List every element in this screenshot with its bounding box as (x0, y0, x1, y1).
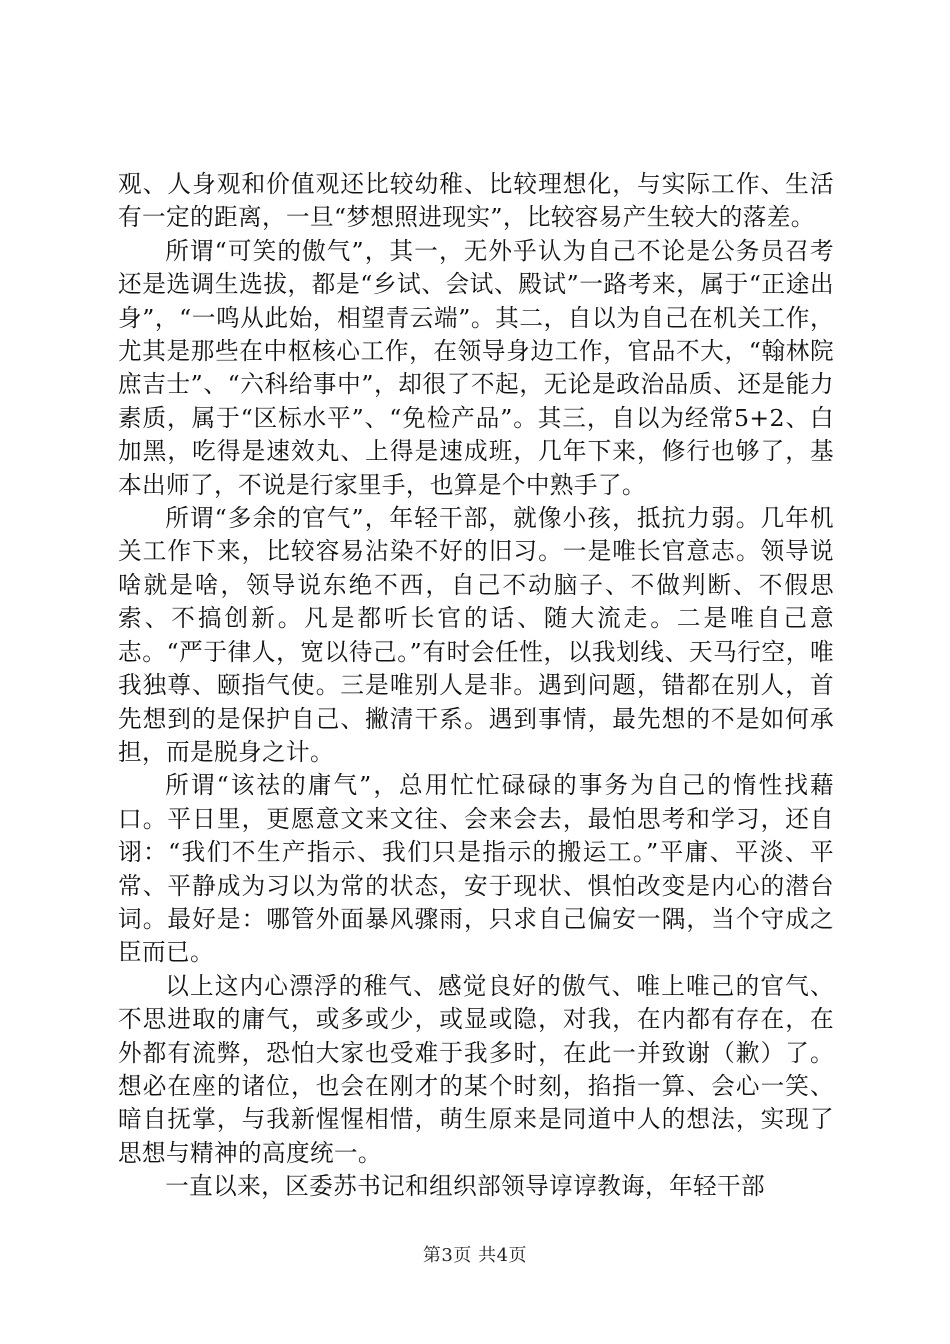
paragraph-arrogance: 所谓“可笑的傲气”，其一，无外乎认为自己不论是公务员召考还是选调生选拔，都是“乡试、会试、殿试”一路考来，属于“正途出身”，“一鸣从此始，相望青云端”。其二，自以为自己在机关工作，尤其是那些在中枢核心工作，在领导身边工作，官品不大，“翰林院庶吉士”、“六科给事中”，却很了不起，无论是政治品质、还是能力素质，属于“区标水平”、“免检产品”。其三，自以为经常5+2、白加黑，吃得是速效丸、上得是速成班，几年下来，修行也够了，基本出师了，不说是行家里手，也算是个中熟手了。 (118, 236, 834, 499)
paragraph-continuation: 观、人身观和价值观还比较幼稚、比较理想化，与实际工作、生活有一定的距离，一旦“梦想照进现实”，比较容易产生较大的落差。 (118, 170, 834, 232)
paragraph-summary: 以上这内心漂浮的稚气、感觉良好的傲气、唯上唯己的官气、不思进取的庸气，或多或少，或显或隐，对我，在内都有存在，在外都有流弊，恐怕大家也受难于我多时，在此一并致谢（歉）了。想必在座的诸位，也会在刚才的某个时刻，掐指一算、会心一笑、暗自抚掌，与我新惺惺相惜，萌生原来是同道中人的想法，实现了思想与精神的高度统一。 (118, 971, 834, 1167)
paragraph-closing: 一直以来，区委苏书记和组织部领导谆谆教诲，年轻干部 (165, 1172, 766, 1201)
page-footer: 第3页 共4页 (422, 1245, 528, 1266)
paragraph-mediocrity: 所谓“该祛的庸气”，总用忙忙碌碌的事务为自己的惰性找藉口。平日里，更愿意文来文往、会来会去，最怕思考和学习，还自诩：“我们不生产指示、我们只是指示的搬运工。”平庸、平淡、平常、平静成为习以为常的状态，安于现状、惧怕改变是内心的潜台词。最好是：哪管外面暴风骤雨，只求自己偏安一隅，当个守成之臣而已。 (118, 771, 834, 967)
document-body (118, 168, 834, 1204)
paragraph-officialdom: 所谓“多余的官气”，年轻干部，就像小孩，抵抗力弱。几年机关工作下来，比较容易沾染不好的旧习。一是唯长官意志。领导说啥就是啥，领导说东绝不西，自己不动脑子、不做判断、不假思索、不搞创新。凡是都听长官的话、随大流走。二是唯自己意志。“严于律人，宽以待己。”有时会任性，以我划线、天马行空，唯我独尊、颐指气使。三是唯别人是非。遇到问题，错都在别人，首先想到的是保护自己、撇清干系。遇到事情，最先想的不是如何承担，而是脱身之计。 (118, 504, 834, 766)
